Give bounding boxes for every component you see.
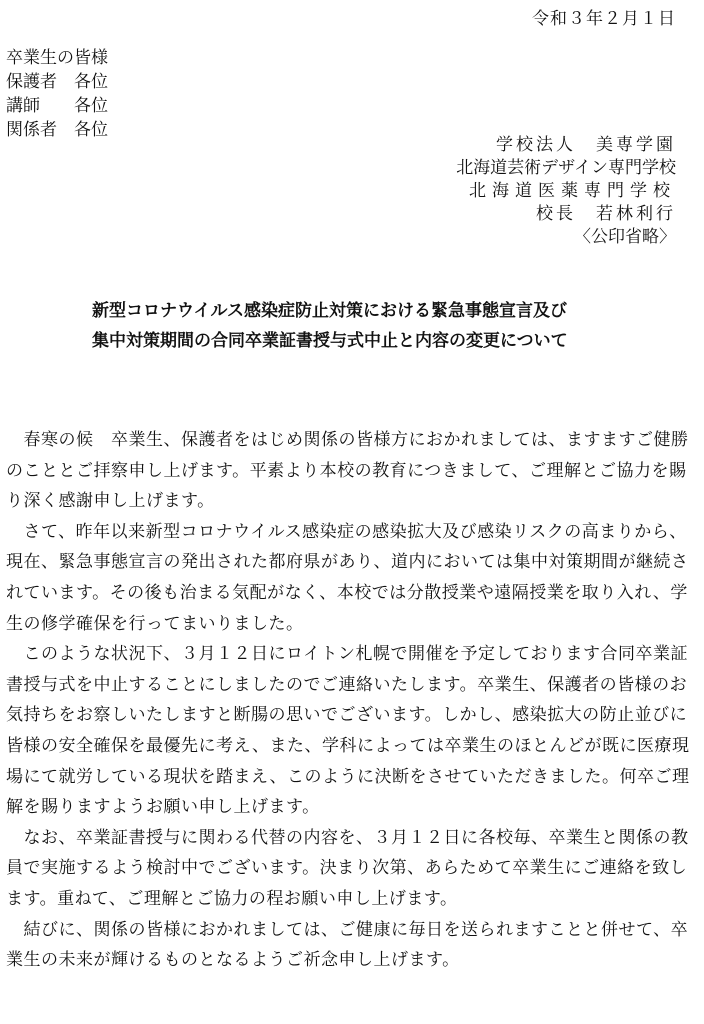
sender-corporation: 学校法人 美専学園 — [496, 135, 676, 155]
sender-block — [456, 134, 676, 249]
body-line: このような状況下、３月１２日にロイトン札幌で開催を予定しております合同卒業証 — [6, 644, 688, 665]
body-line: 員で実施するよう検討中でございます。決まり次第、あらためて卒業生にご連絡を致し — [6, 858, 688, 879]
body-line: 業生の未来が輝けるものとなるようご祈念申し上げます。 — [6, 950, 460, 971]
sender-school-design: 北海道芸術デザイン専門学校 — [456, 158, 676, 178]
document-date: 令和３年２月１日 — [532, 9, 676, 29]
title-line-2: 集中対策期間の合同卒業証書授与式中止と内容の変更について — [92, 331, 568, 351]
body-line: ます。重ねて、ご理解とご協力の程お願い申し上げます。 — [6, 888, 458, 909]
body-line: れています。その後も治まる気配がなく、本校では分散授業や遠隔授業を取り入れ、学 — [6, 582, 688, 603]
sender-principal: 校長 若林利行 — [536, 204, 676, 224]
addressee-instructors: 講師 各位 — [6, 96, 108, 116]
body-line: のこととご拝察申し上げます。平素より本校の教育につきまして、ご理解とご協力を賜 — [6, 460, 687, 481]
body-line: 結びに、関係の皆様におかれましては、ご健康に毎日を送られますことと併せて、卒 — [6, 919, 689, 940]
body-line: なお、卒業証書授与に関わる代替の内容を、３月１２日に各校毎、卒業生と関係の教 — [6, 827, 689, 848]
body-text — [6, 425, 690, 976]
document-title — [92, 296, 568, 356]
body-line: 皆様の安全確保を最優先に考え、また、学科によっては卒業生のほとんどが既に医療現 — [6, 735, 690, 756]
body-line: 解を賜りますようお願い申し上げます。 — [6, 797, 320, 818]
addressee-list — [6, 46, 108, 142]
body-line: 春寒の候 卒業生、保護者をはじめ関係の皆様方におかれましては、ますますご健勝 — [6, 430, 689, 450]
body-line: さて、昨年以来新型コロナウイルス感染症の感染拡大及び感染リスクの高まりから、 — [6, 521, 687, 542]
body-line: 書授与式を中止することにしましたのでご連絡いたします。卒業生、保護者の皆様のお — [6, 674, 688, 695]
body-line: 生の修学確保を行ってまいりました。 — [6, 613, 304, 634]
body-line: 現在、緊急事態宣言の発出された都府県があり、道内においては集中対策期間が継続さ — [6, 552, 689, 573]
sender-seal-note: 〈公印省略〉 — [574, 227, 676, 247]
title-line-1: 新型コロナウイルス感染症防止対策における緊急事態宣言及び — [92, 301, 567, 321]
addressee-related-parties: 関係者 各位 — [6, 120, 108, 140]
addressee-guardians: 保護者 各位 — [6, 72, 108, 92]
body-line: り深く感謝申し上げます。 — [6, 491, 215, 512]
body-line: 場にて就労している現状を踏まえ、このように決断をさせていただきました。何卒ご理 — [6, 766, 690, 787]
body-line: 気持ちをお察しいたしますと断腸の思いでございます。しかし、感染拡大の防止並びに — [6, 705, 688, 726]
addressee-graduates: 卒業生の皆様 — [6, 48, 108, 68]
sender-school-medical: 北海道医薬専門学校 — [469, 181, 676, 201]
